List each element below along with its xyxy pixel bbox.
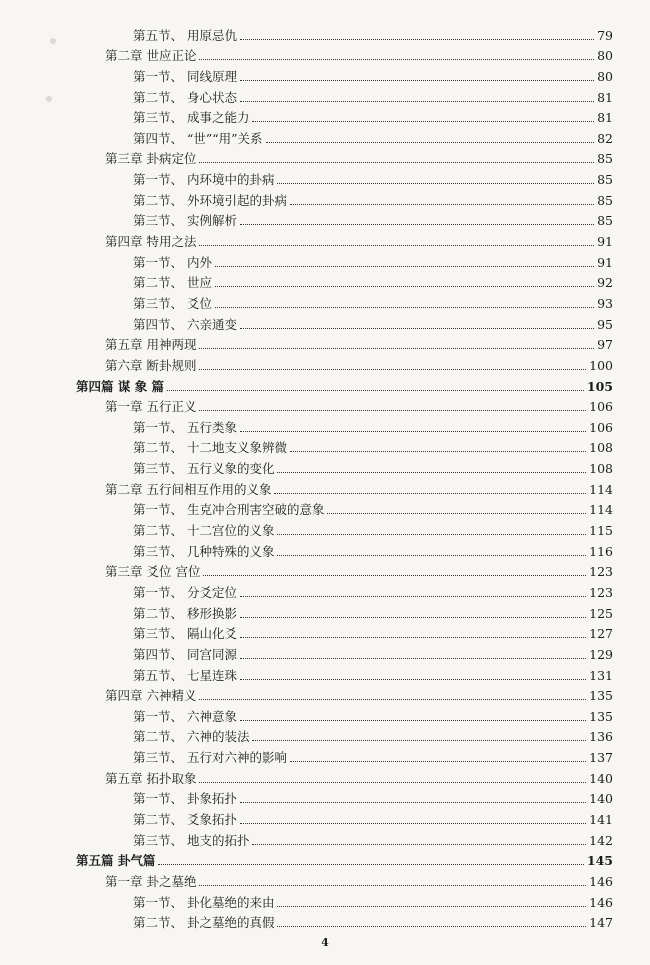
toc-entry-page: 81 [597,89,613,105]
toc-entry [0,765,650,786]
dot-leader [199,782,586,783]
dot-leader [327,513,586,514]
toc-entry-title: 第二节、 十二宫位的义象 [133,523,275,539]
toc-entry [0,889,650,910]
dot-leader [240,101,594,102]
dot-leader [290,761,586,762]
toc-entry-title: 第三章 卦病定位 [105,151,197,167]
toc-entry [0,848,650,869]
toc-entry-title: 第一节、 卦象拓扑 [133,791,237,807]
toc-entry [0,84,650,105]
dot-leader [240,39,594,40]
dot-leader [240,224,594,225]
toc-entry [0,910,650,931]
toc-entry-title: 第一节、 同线原理 [133,68,237,84]
toc-entry-title: 第六章 断卦规则 [105,357,197,373]
toc-entry [0,352,650,373]
toc-entry-page: 108 [589,440,613,456]
dot-leader [240,823,586,824]
toc-entry-page: 85 [597,213,613,229]
dot-leader [274,493,586,494]
toc-entry-page: 129 [589,646,613,662]
toc-entry [0,146,650,167]
toc-entry [0,249,650,270]
toc-entry-page: 93 [597,295,613,311]
dot-leader [199,885,586,886]
toc-entry-title: 第四篇 谋 象 篇 [76,378,165,394]
toc-entry [0,43,650,64]
dot-leader [290,451,586,452]
dot-leader [158,864,584,865]
toc-entry-title: 第三节、 五行对六神的影响 [133,750,287,766]
toc-entry [0,559,650,580]
toc-entry-page: 85 [597,151,613,167]
page-number: 4 [321,936,329,949]
dot-leader [240,431,586,432]
toc-entry-page: 141 [589,811,613,827]
toc-entry [0,63,650,84]
toc-entry-page: 97 [597,337,613,353]
toc-entry-title: 第一章 五行正义 [105,399,197,415]
toc-entry [0,786,650,807]
dot-leader [277,555,586,556]
toc-entry-page: 91 [597,254,613,270]
toc-entry-title: 第二节、 六神的装法 [133,729,250,745]
toc-entry-page: 146 [589,894,613,910]
toc-entry-page: 140 [589,770,613,786]
toc-entry-title: 第三节、 地支的拓扑 [133,832,250,848]
dot-leader [199,162,594,163]
toc-entry-title: 第三节、 实例解析 [133,213,237,229]
toc-entry-page: 142 [589,832,613,848]
toc-entry [0,125,650,146]
dot-leader [199,410,586,411]
toc-entry-page: 123 [589,564,613,580]
table-of-contents [0,22,650,930]
toc-entry-title: 第一节、 分爻定位 [133,584,237,600]
toc-entry-page: 105 [586,378,613,394]
toc-entry-page: 91 [597,234,613,250]
toc-entry [0,166,650,187]
toc-entry-page: 82 [597,130,613,146]
toc-entry-title: 第一节、 六神意象 [133,708,237,724]
toc-entry [0,394,650,415]
toc-entry-title: 第四章 特用之法 [105,234,197,250]
toc-entry [0,187,650,208]
toc-entry-page: 92 [597,275,613,291]
toc-entry-page: 147 [589,915,613,931]
toc-entry-page: 123 [589,584,613,600]
dot-leader [199,348,594,349]
toc-entry-page: 114 [589,481,613,497]
toc-entry-title: 第五节、 七星连珠 [133,667,237,683]
toc-entry-page: 135 [589,708,613,724]
dot-leader [199,699,586,700]
toc-entry [0,228,650,249]
toc-entry-title: 第三节、 爻位 [133,295,212,311]
toc-entry-page: 79 [597,27,613,43]
toc-entry [0,270,650,291]
toc-entry [0,868,650,889]
toc-entry-title: 第四节、 同宫同源 [133,646,237,662]
toc-entry-page: 131 [589,667,613,683]
toc-entry-title: 第二节、 卦之墓绝的真假 [133,915,275,931]
dot-leader [252,844,586,845]
toc-entry-title: 第三节、 隔山化爻 [133,626,237,642]
toc-entry-page: 85 [597,172,613,188]
dot-leader [240,679,586,680]
dot-leader [215,307,594,308]
toc-entry [0,208,650,229]
toc-entry-title: 第三节、 五行义象的变化 [133,461,275,477]
dot-leader [277,472,586,473]
toc-entry [0,621,650,642]
toc-entry-page: 116 [589,543,613,559]
toc-entry-title: 第三章 爻位 宫位 [105,564,201,580]
toc-entry-page: 85 [597,192,613,208]
toc-entry [0,414,650,435]
toc-entry [0,538,650,559]
toc-entry-title: 第五章 用神两现 [105,337,197,353]
toc-entry [0,827,650,848]
dot-leader [240,658,586,659]
toc-entry-title: 第一节、 内外 [133,254,212,270]
toc-entry [0,476,650,497]
toc-entry [0,435,650,456]
dot-leader [252,740,586,741]
toc-entry-title: 第四节、 “世”“用”关系 [133,130,263,146]
toc-entry-title: 第二章 世应正论 [105,48,197,64]
toc-entry-title: 第五章 拓扑取象 [105,770,197,786]
dot-leader [266,142,595,143]
toc-entry-page: 80 [597,48,613,64]
toc-entry-title: 第五节、 用原忌仇 [133,27,237,43]
dot-leader [277,183,594,184]
toc-entry [0,311,650,332]
toc-entry-page: 81 [597,110,613,126]
dot-leader [215,286,594,287]
toc-entry-page: 106 [589,399,613,415]
dot-leader [240,802,586,803]
dot-leader [252,121,594,122]
toc-entry-title: 第五篇 卦气篇 [76,853,156,869]
toc-entry [0,332,650,353]
dot-leader [240,720,586,721]
toc-entry-title: 第三节、 几种特殊的义象 [133,543,275,559]
toc-entry-title: 第三节、 成事之能力 [133,110,250,126]
dot-leader [240,596,586,597]
toc-entry-page: 140 [589,791,613,807]
toc-entry [0,806,650,827]
toc-entry [0,703,650,724]
toc-entry-page: 108 [589,461,613,477]
toc-entry [0,455,650,476]
dot-leader [277,534,586,535]
toc-entry-page: 106 [589,419,613,435]
dot-leader [215,266,594,267]
toc-entry-page: 114 [589,502,613,518]
dot-leader [199,369,586,370]
toc-entry-page: 125 [589,605,613,621]
toc-entry-title: 第二章 五行间相互作用的义象 [105,481,272,497]
toc-entry-page: 146 [589,873,613,889]
toc-entry-page: 135 [589,688,613,704]
toc-entry [0,724,650,745]
toc-entry-page: 127 [589,626,613,642]
toc-entry-title: 第二节、 外环境引起的卦病 [133,192,287,208]
toc-entry [0,683,650,704]
toc-entry-title: 第二节、 爻象拓扑 [133,811,237,827]
toc-entry [0,22,650,43]
dot-leader [167,390,584,391]
dot-leader [240,637,586,638]
toc-entry-title: 第一节、 五行类象 [133,419,237,435]
dot-leader [199,245,594,246]
toc-entry [0,517,650,538]
toc-entry-title: 第一节、 卦化墓绝的来由 [133,894,275,910]
toc-entry-title: 第二节、 移形换影 [133,605,237,621]
dot-leader [203,575,586,576]
toc-entry-page: 137 [589,750,613,766]
toc-entry [0,744,650,765]
toc-entry-title: 第二节、 身心状态 [133,89,237,105]
toc-entry [0,662,650,683]
dot-leader [290,204,594,205]
toc-entry [0,105,650,126]
toc-entry-title: 第二节、 十二地支义象辨微 [133,440,287,456]
toc-entry-page: 80 [597,68,613,84]
toc-entry [0,641,650,662]
dot-leader [240,328,594,329]
toc-entry-title: 第四章 六神精义 [105,688,197,704]
toc-entry [0,373,650,394]
dot-leader [199,59,594,60]
toc-entry-title: 第二节、 世应 [133,275,212,291]
toc-entry [0,290,650,311]
toc-entry-page: 145 [586,853,613,869]
dot-leader [240,617,586,618]
toc-entry-title: 第一节、 生克冲合刑害空破的意象 [133,502,325,518]
dot-leader [277,906,586,907]
toc-entry-page: 100 [589,357,613,373]
toc-entry [0,600,650,621]
dot-leader [240,80,594,81]
dot-leader [277,926,586,927]
toc-entry-page: 136 [589,729,613,745]
toc-entry [0,579,650,600]
toc-entry [0,497,650,518]
toc-entry-title: 第一章 卦之墓绝 [105,873,197,889]
toc-entry-title: 第一节、 内环境中的卦病 [133,172,275,188]
toc-entry-page: 115 [589,523,613,539]
toc-entry-title: 第四节、 六亲通变 [133,316,237,332]
toc-entry-page: 95 [597,316,613,332]
